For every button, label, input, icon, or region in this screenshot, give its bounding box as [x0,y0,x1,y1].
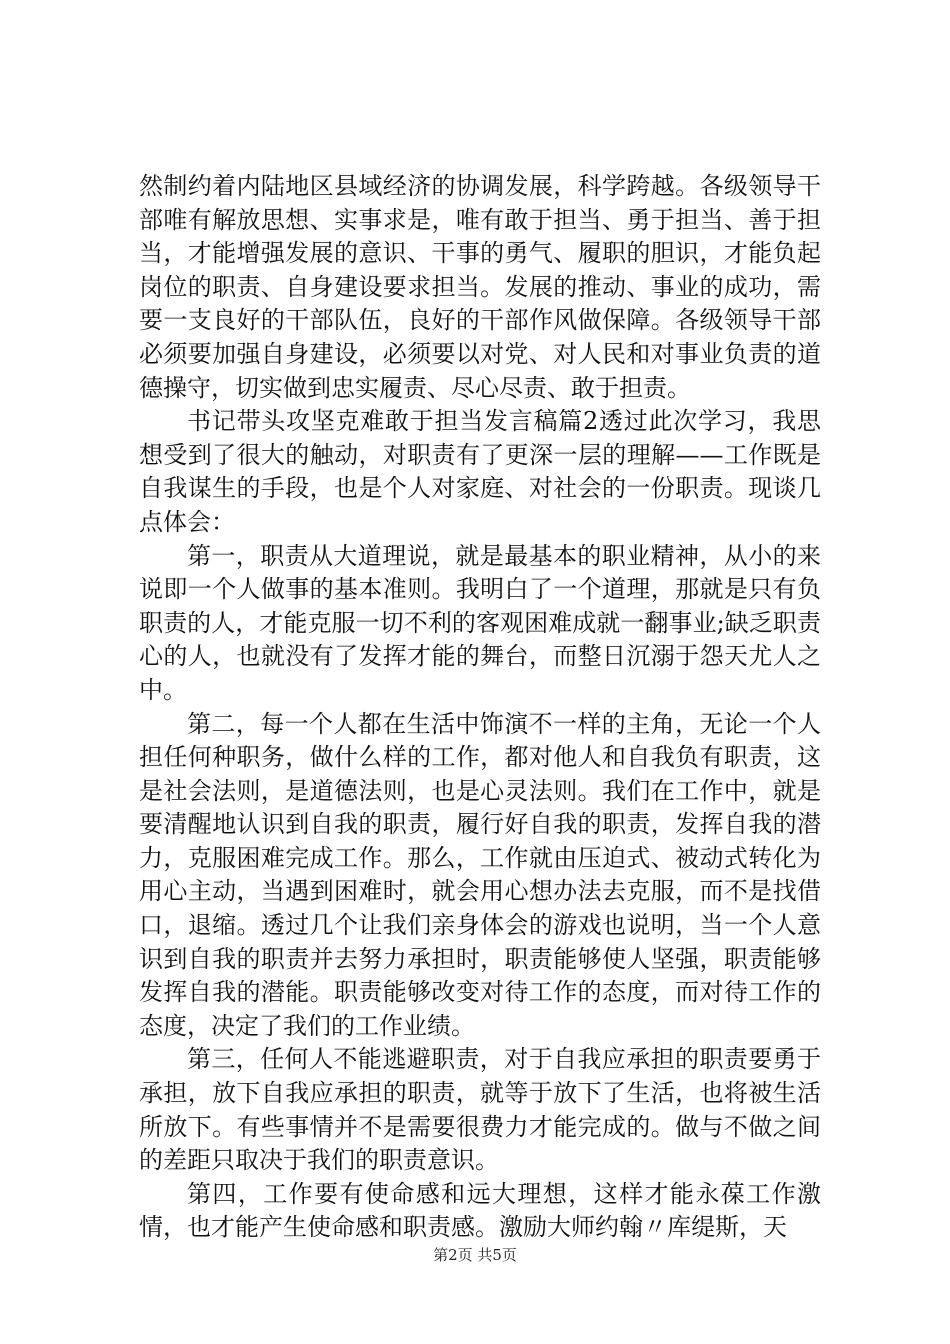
page-number: 第2页 共5页 [433,1246,517,1264]
paragraph-2: 书记带头攻坚克难敢于担当发言稿篇2透过此次学习，我思想受到了很大的触动，对职责有了更深一层的理解——工作既是自我谋生的手段，也是个人对家庭、对社会的一份职责。现谈几点体会： [139,407,821,536]
paragraph-5: 第三，任何人不能逃避职责，对于自我应承担的职责要勇于承担，放下自我应承担的职责，就等于放下了生活，也将被生活所放下。有些事情并不是需要很费力才能完成的。做与不做之间的差距只取决于我们的职责意识。 [139,1045,821,1175]
paragraph-4: 第二，每一个人都在生活中饰演不一样的主角，无论一个人担任何种职务，做什么样的工作，都对他人和自我负有职责，这是社会法则，是道德法则，也是心灵法则。我们在工作中，就是要清醒地认识到自我的职责，履行好自我的职责，发挥自我的潜力，克服困难完成工作。那么，工作就由压迫式、被动式转化为用心主动，当遇到困难时，就会用心想办法去克服，而不是找借口，退缩。透过几个让我们亲身体会的游戏也说明，当一个人意识到自我的职责并去努力承担时，职责能够使人坚强，职责能够发挥自我的潜能。职责能够改变对待工作的态度，而对待工作的态度，决定了我们的工作业绩。 [139,709,821,1040]
paragraph-6: 第四，工作要有使命感和远大理想，这样才能永葆工作激情，也才能产生使命感和职责感。激励大师约翰〃库缇斯，天 [139,1179,821,1242]
page-footer [0,1244,950,1265]
paragraph-1: 然制约着内陆地区县域经济的协调发展，科学跨越。各级领导干部唯有解放思想、实事求是，唯有敢于担当、勇于担当、善于担当，才能增强发展的意识、干事的勇气、履职的胆识，才能负起岗位的职责、自身建设要求担当。发展的推动、事业的成功，需要一支良好的干部队伍，良好的干部作风做保障。各级领导干部必须要加强自身建设，必须要以对党、对人民和对事业负责的道德操守，切实做到忠实履责、尽心尽责、敢于担责。 [139,172,821,402]
document-body [139,170,821,1245]
paragraph-3: 第一，职责从大道理说，就是最基本的职业精神，从小的来说即一个人做事的基本准则。我明白了一个道理，那就是只有负职责的人，才能克服一切不利的客观困难成就一翻事业;缺乏职责心的人，也就没有了发挥才能的舞台，而整日沉溺于怨天尤人之中。 [139,541,821,704]
